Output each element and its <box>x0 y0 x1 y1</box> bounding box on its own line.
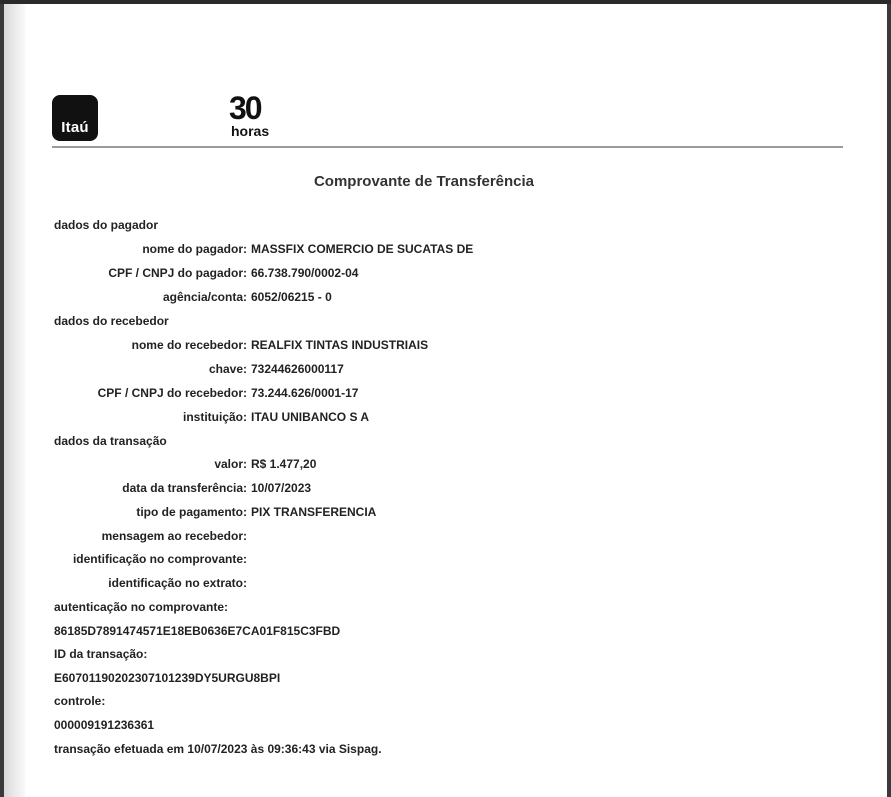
itau-logo <box>52 95 98 141</box>
controle-value: 000009191236361 <box>54 718 155 732</box>
autenticacao-value: 86185D7891474571E18EB0636E7CA01F815C3FBD <box>54 624 341 638</box>
field-label: valor: <box>214 457 247 471</box>
field-label: nome do pagador: <box>142 242 247 256</box>
field-value: 73.244.626/0001-17 <box>251 386 359 400</box>
field-label: CPF / CNPJ do recebedor: <box>97 386 247 400</box>
itau-logo-text: Itaú <box>61 119 89 136</box>
field-label: agência/conta: <box>162 290 247 304</box>
section-pagador: dados do pagador <box>54 218 159 232</box>
controle-label: controle: <box>54 694 106 708</box>
header-divider <box>52 146 843 148</box>
field-label: identificação no comprovante: <box>72 552 247 566</box>
field-value: 6052/06215 - 0 <box>251 290 332 304</box>
receipt-page <box>4 4 887 797</box>
field-label: mensagem ao recebedor: <box>101 529 247 543</box>
transacao-efetuada-text: transação efetuada em 10/07/2023 às 09:36:43 via Sispag. <box>54 742 382 756</box>
field-value: 66.738.790/0002-04 <box>251 266 359 280</box>
30-horas-logo <box>229 92 279 144</box>
field-label: instituição: <box>182 410 247 424</box>
field-value: PIX TRANSFERENCIA <box>251 505 377 519</box>
field-label: CPF / CNPJ do pagador: <box>108 266 247 280</box>
field-value: ITAU UNIBANCO S A <box>251 410 369 424</box>
field-value: R$ 1.477,20 <box>251 457 317 471</box>
section-recebedor: dados do recebedor <box>54 314 169 328</box>
field-label: data da transferência: <box>122 481 247 495</box>
30-horas-logo-number: 30 <box>229 90 261 126</box>
id-transacao-value: E60701190202307101239DY5URGU8BPI <box>54 671 281 685</box>
30-horas-logo-text: horas <box>231 123 270 139</box>
field-label: nome do recebedor: <box>131 338 247 352</box>
field-label: chave: <box>208 362 247 376</box>
id-transacao-label: ID da transação: <box>54 647 148 661</box>
field-value: REALFIX TINTAS INDUSTRIAIS <box>251 338 429 352</box>
page-edge-shadow <box>4 4 26 797</box>
field-label: identificação no extrato: <box>108 576 247 590</box>
autenticacao-label: autenticação no comprovante: <box>54 600 229 614</box>
field-label: tipo de pagamento: <box>136 505 247 519</box>
section-transacao: dados da transação <box>54 434 167 448</box>
field-value: 10/07/2023 <box>251 481 312 495</box>
field-value: MASSFIX COMERCIO DE SUCATAS DE <box>251 242 474 256</box>
document-title: Comprovante de Transferência <box>313 173 535 190</box>
field-value: 73244626000117 <box>251 362 344 376</box>
